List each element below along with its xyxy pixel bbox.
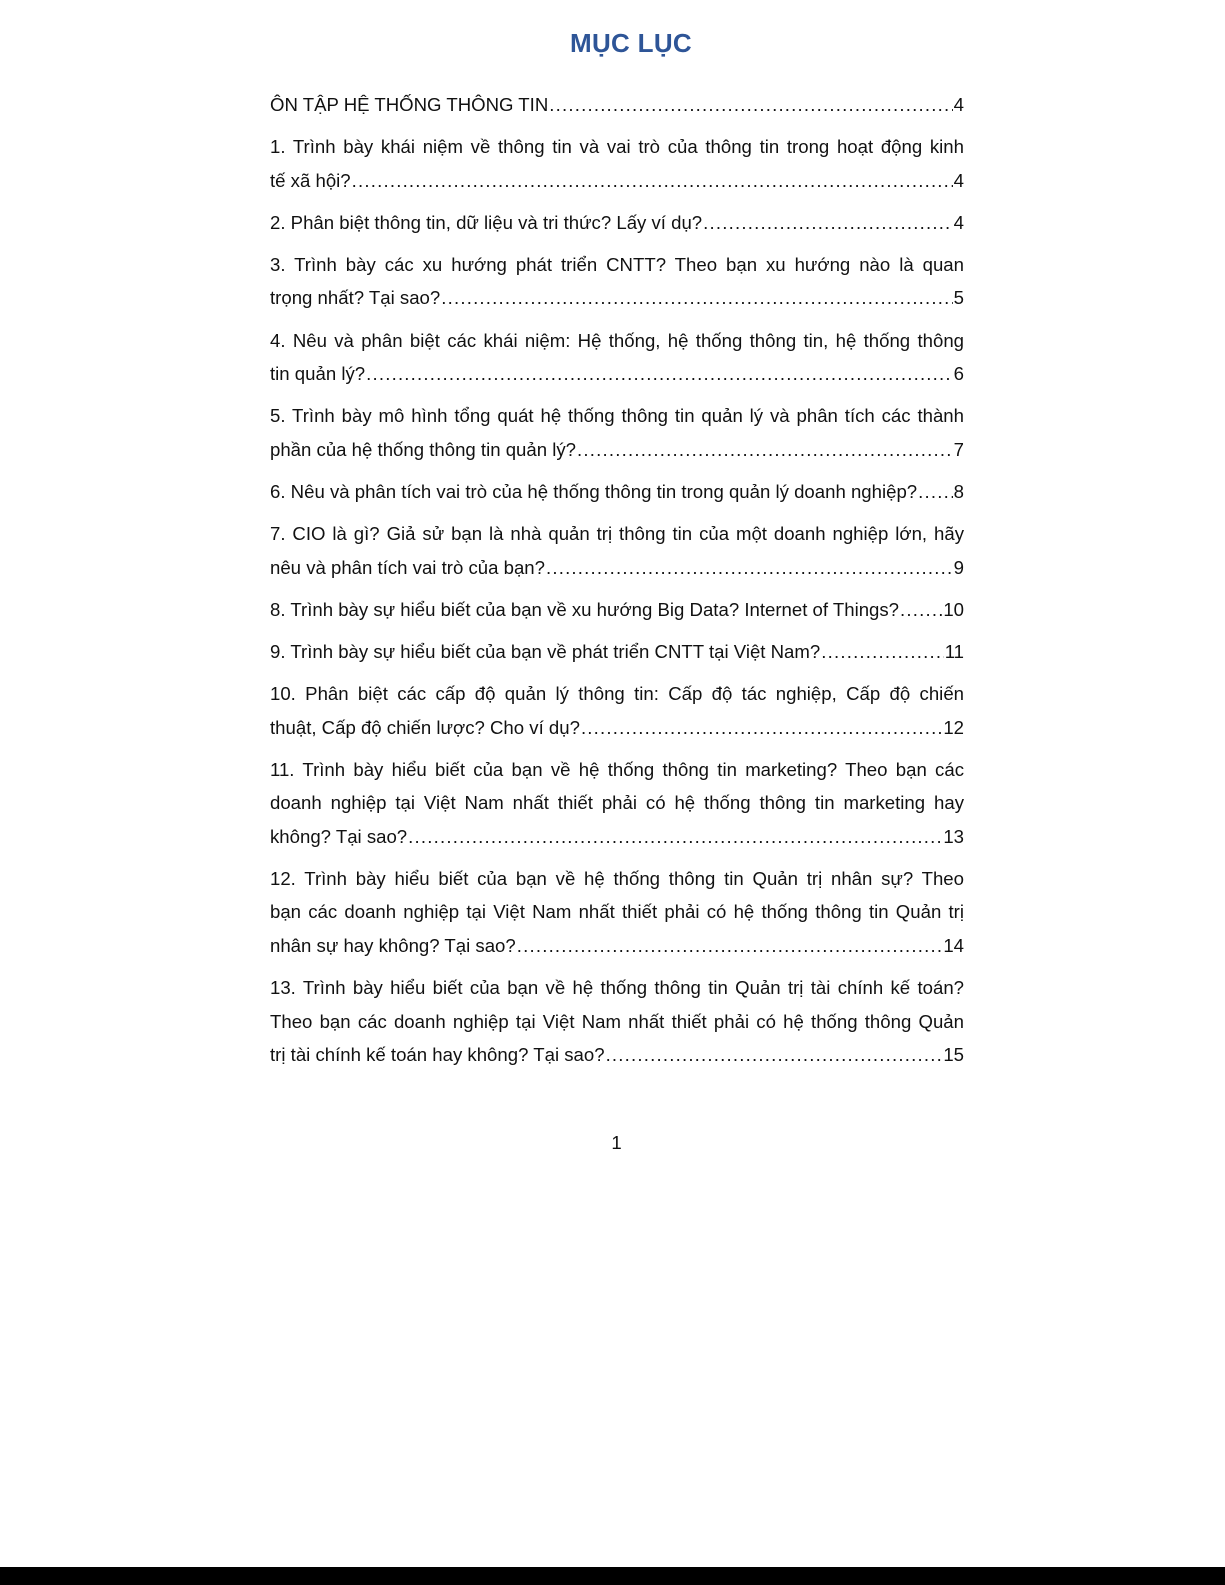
toc-page-number: 13 (943, 825, 964, 847)
toc-entry-last-line (270, 929, 964, 963)
toc-entry-line: 1. Trình bày khái niệm về thông tin và vai trò của thông tin trong hoạt động kinh (270, 136, 964, 158)
toc-entry-line: bạn các doanh nghiệp tại Việt Nam nhất thiết phải có hệ thống thông tin Quản trị (270, 901, 964, 923)
dot-leader (441, 281, 952, 315)
toc-entry-last-line (270, 475, 964, 509)
toc-entry[interactable] (270, 324, 964, 391)
toc-entry-line: 5. Trình bày mô hình tổng quát hệ thống thông tin quản lý và phân tích các thành (270, 405, 964, 427)
page-number: 1 (611, 1132, 622, 1153)
toc-entry-text: 8. Trình bày sự hiểu biết của bạn về xu hướng Big Data? Internet of Things? (270, 598, 900, 620)
dot-leader (821, 635, 943, 669)
toc-entry-text: trọng nhất? Tại sao? (270, 287, 441, 309)
dot-leader (581, 711, 942, 745)
toc-page-number: 6 (953, 363, 964, 385)
toc-entry-last-line (270, 164, 964, 198)
toc-entry[interactable] (270, 593, 964, 627)
toc-entry[interactable] (270, 206, 964, 240)
toc-entry[interactable] (270, 753, 964, 854)
toc-entry[interactable] (270, 399, 964, 466)
toc-entry-last-line (270, 433, 964, 467)
dot-leader (408, 820, 942, 854)
toc-entry-last-line (270, 551, 964, 585)
toc-entry-text: thuật, Cấp độ chiến lược? Cho ví dụ? (270, 716, 580, 738)
dot-leader (577, 433, 953, 467)
toc-page-number: 4 (953, 169, 964, 191)
toc-entry-last-line (270, 711, 964, 745)
toc-entry-last-line (270, 281, 964, 315)
dot-leader (517, 929, 943, 963)
toc-entry-line: 3. Trình bày các xu hướng phát triển CNTT? Theo bạn xu hướng nào là quan (270, 253, 964, 275)
toc-entry[interactable] (270, 88, 964, 122)
toc-entry-line: 4. Nêu và phân biệt các khái niệm: Hệ thống, hệ thống thông tin, hệ thống thông (270, 329, 964, 351)
toc-entry-line: Theo bạn các doanh nghiệp tại Việt Nam nhất thiết phải có hệ thống thông Quản (270, 1010, 964, 1032)
toc-entry-last-line (270, 635, 964, 669)
toc-entry-text: nêu và phân tích vai trò của bạn? (270, 556, 545, 578)
toc-entry-text: trị tài chính kế toán hay không? Tại sao? (270, 1044, 605, 1066)
toc-page-number: 11 (944, 640, 964, 662)
table-of-contents (270, 88, 964, 1080)
toc-entry-last-line (270, 88, 964, 122)
toc-entry[interactable] (270, 130, 964, 197)
toc-entry[interactable] (270, 635, 964, 669)
toc-entry[interactable] (270, 862, 964, 963)
toc-entry-text: 2. Phân biệt thông tin, dữ liệu và tri thức? Lấy ví dụ? (270, 211, 703, 233)
toc-entry-last-line (270, 593, 964, 627)
dot-leader (352, 164, 953, 198)
dot-leader (606, 1038, 943, 1072)
toc-entry-text: phần của hệ thống thông tin quản lý? (270, 438, 577, 460)
toc-page-number: 12 (943, 716, 964, 738)
toc-page-number: 7 (953, 438, 964, 460)
toc-page-number: 9 (953, 556, 964, 578)
toc-entry-text: 9. Trình bày sự hiểu biết của bạn về phát triển CNTT tại Việt Nam? (270, 640, 821, 662)
toc-entry-line: 13. Trình bày hiểu biết của bạn về hệ thống thông tin Quản trị tài chính kế toán? (270, 977, 964, 999)
toc-entry-line: 10. Phân biệt các cấp độ quản lý thông tin: Cấp độ tác nghiệp, Cấp độ chiến (270, 682, 964, 704)
toc-title: MỤC LỤC (570, 28, 692, 58)
toc-entry-last-line (270, 1038, 964, 1072)
toc-entry-line: doanh nghiệp tại Việt Nam nhất thiết phải có hệ thống thông tin marketing hay (270, 792, 964, 814)
dot-leader (900, 593, 942, 627)
toc-entry-line: 7. CIO là gì? Giả sử bạn là nhà quản trị thông tin của một doanh nghiệp lớn, hãy (270, 523, 964, 545)
toc-entry[interactable] (270, 971, 964, 1072)
toc-entry-line: 12. Trình bày hiểu biết của bạn về hệ thống thông tin Quản trị nhân sự? Theo (270, 867, 964, 889)
toc-page-number: 4 (953, 211, 964, 233)
toc-entry[interactable] (270, 475, 964, 509)
toc-entry-text: tế xã hội? (270, 169, 351, 191)
toc-entry-text: không? Tại sao? (270, 825, 408, 847)
toc-entry[interactable] (270, 248, 964, 315)
dot-leader (918, 475, 953, 509)
toc-entry-text: nhân sự hay không? Tại sao? (270, 935, 516, 957)
toc-entry-text: 6. Nêu và phân tích vai trò của hệ thống thông tin trong quản lý doanh nghiệp? (270, 480, 918, 502)
dot-leader (366, 357, 953, 391)
toc-page-number: 15 (943, 1044, 964, 1066)
page-bottom-edge (0, 1567, 1225, 1585)
dot-leader (703, 206, 953, 240)
toc-entry-last-line (270, 820, 964, 854)
toc-entry[interactable] (270, 517, 964, 584)
toc-page-number: 10 (943, 598, 964, 620)
toc-page-number: 4 (953, 94, 964, 115)
toc-entry-last-line (270, 357, 964, 391)
dot-leader (546, 551, 953, 585)
toc-page-number: 5 (953, 287, 964, 309)
toc-page-number: 14 (943, 935, 964, 957)
toc-entry-text: tin quản lý? (270, 363, 366, 385)
dot-leader (549, 88, 952, 122)
toc-page-number: 8 (953, 480, 964, 502)
toc-entry-last-line (270, 206, 964, 240)
toc-entry[interactable] (270, 677, 964, 744)
toc-entry-line: 11. Trình bày hiểu biết của bạn về hệ thống thông tin marketing? Theo bạn các (270, 758, 964, 780)
toc-entry-text: ÔN TẬP HỆ THỐNG THÔNG TIN (270, 94, 549, 115)
